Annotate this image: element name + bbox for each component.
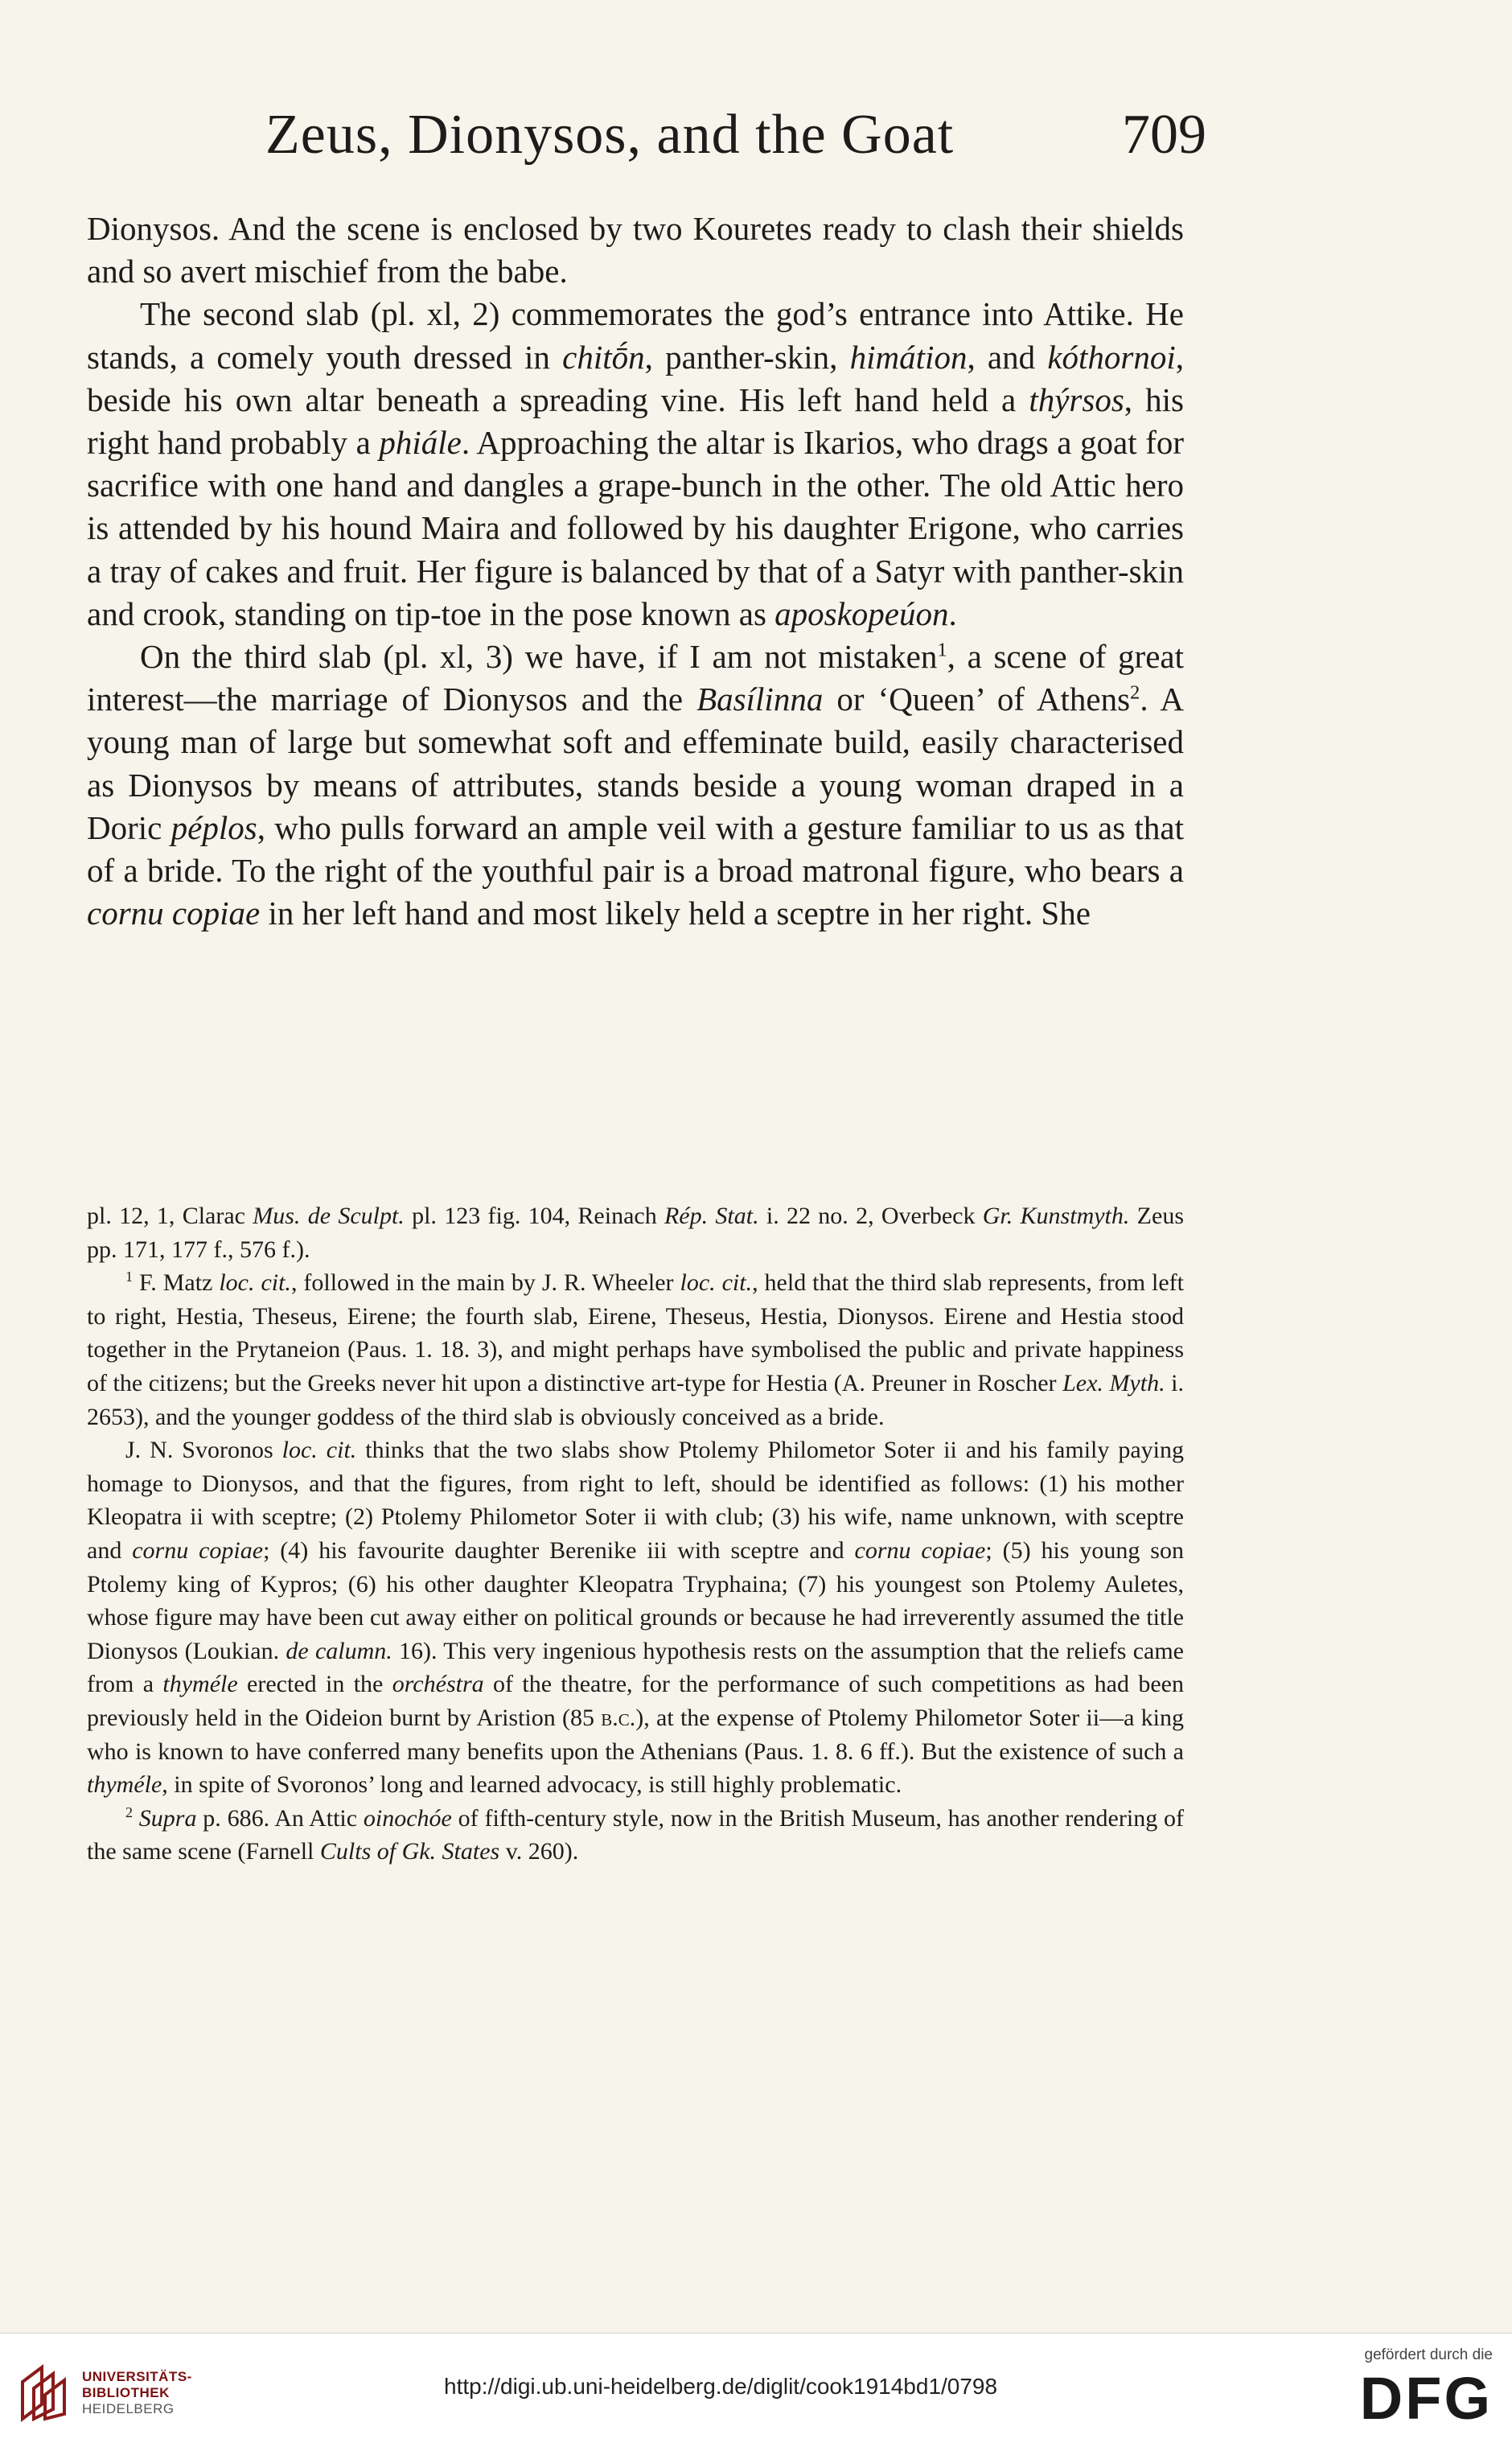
dfg-logo: DFG bbox=[1359, 2365, 1493, 2432]
university-library-logo-icon bbox=[18, 2364, 71, 2422]
paragraph-1: Dionysos. And the scene is enclosed by two Kouretes ready to clash their shields and so avert mischief from the babe. bbox=[87, 210, 1184, 290]
permalink[interactable]: http://digi.ub.uni-heidelberg.de/diglit/cook1914bd1/0798 bbox=[444, 2374, 998, 2399]
footnote-ref-2: 2 bbox=[1130, 681, 1140, 704]
footnotes bbox=[87, 1199, 1184, 1869]
footnote-continuation: pl. 12, 1, Clarac Mus. de Sculpt. pl. 123 fig. 104, Reinach Rép. Stat. i. 22 no. 2, Overbeck Gr. Kunstmyth. Zeus pp. 171, 177 f., 576 f.). bbox=[87, 1203, 1184, 1263]
footnote-2: $^2$ Supra p. 686. An Attic oinochóe of fifth-century style, now in the British Museum, has another rendering of the same scene (Farnell Cults of Gk. States v. 260). bbox=[87, 1803, 1184, 1865]
footnote-1-continued: J. N. Svoronos loc. cit. thinks that the two slabs show Ptolemy Philometor Soter ii and his family paying homage to Dionysos, and that the figures, from right to left, should be identified as follows: (1) his mother Kleopatra ii with sceptre; (2) Ptolemy Philometor Soter ii with club; (3) his wife, name unknown, with sceptre and cornu copiae; (4) his favourite daughter Berenike iii with sceptre and cornu copiae; (5) his young son Ptolemy king of Kypros; (6) his other daughter Kleopatra Tryphaina; (7) his youngest son Ptolemy Auletes, whose figure may have been cut away either on political grounds or because he had irreverently assumed the title Dionysos (Loukian. de calumn. 16). This very ingenious hypothesis rests on the assumption that the reliefs came from a thyméle erected in the orchéstra of the theatre, for the performance of such competitions as had been previously held in the Oideion burnt by Aristion (85 b.c.), at the expense of Ptolemy Philometor Soter ii—a king who is known to have conferred many benefits upon the Athenians (Paus. 1. 8. 6 ff.). But the existence of such a thyméle, in spite of Svoronos’ long and learned advocacy, is still highly problematic. bbox=[87, 1437, 1184, 1799]
running-head: Zeus, Dionysos, and the Goat bbox=[265, 104, 955, 166]
footnote-1: $^1$ F. Matz loc. cit., followed in the main by J. R. Wheeler loc. cit., held that the third slab represents, from left to right, Hestia, Theseus, Eirene; the fourth slab, Eirene, Theseus, Hestia, Dionysos. Eirene and Hestia stood together in the Prytaneion (Paus. 1. 18. 3), and might perhaps have symbolised the public and private happiness of the citizens; but the Greeks never hit upon a distinctive art-type for Hestia (A. Preuner in Roscher Lex. Myth. i. 2653), and the younger goddess of the third slab is obviously conceived as a bride. bbox=[87, 1269, 1184, 1430]
sponsor-caption: gefördert durch die bbox=[1364, 2346, 1493, 2363]
library-name: UNIVERSITÄTS- BIBLIOTHEK HEIDELBERG bbox=[82, 2369, 192, 2416]
paragraph-2: The second slab (pl. xl, 2) commemorates the god’s entrance into Attike. He stands, a comely youth dressed in chitṓn, panther-skin, himátion, and kóthornoi, beside his own altar beneath a spreading vine. His left hand held a thýrsos, his right hand probably a phiále. Approaching the altar is Ikarios, who drags a goat for sacrifice with one hand and dangles a grape-bunch in the other. The old Attic hero is attended by his hound Maira and followed by his daughter Erigone, who carries a tray of cakes and fruit. Her figure is balanced by that of a Satyr with panther-skin and crook, standing on tip-toe in the pose known as aposkopeúon. bbox=[87, 295, 1185, 632]
footnote-ref-1: 1 bbox=[937, 639, 947, 661]
sponsor bbox=[1284, 2346, 1493, 2433]
page-number: 709 bbox=[1122, 104, 1206, 166]
main-text bbox=[87, 208, 1184, 935]
paragraph-3: On the third slab (pl. xl, 3) we have, if I am not mistaken$^1$, a scene of great interest—the marriage of Dionysos and the Basílinna or ‘Queen’ of Athens$^2$. A young man of large but somewhat soft and effeminate build, easily characterised as Dionysos by means of attributes, stands beside a young woman draped in a Doric péplos, who pulls forward an ample veil with a gesture familiar to us as that of a bride. To the right of the youthful pair is a broad matronal figure, who bears a cornu copiae in her left hand and most likely held a sceptre in her right. She bbox=[87, 638, 1184, 932]
viewer-footer bbox=[0, 2333, 1512, 2447]
